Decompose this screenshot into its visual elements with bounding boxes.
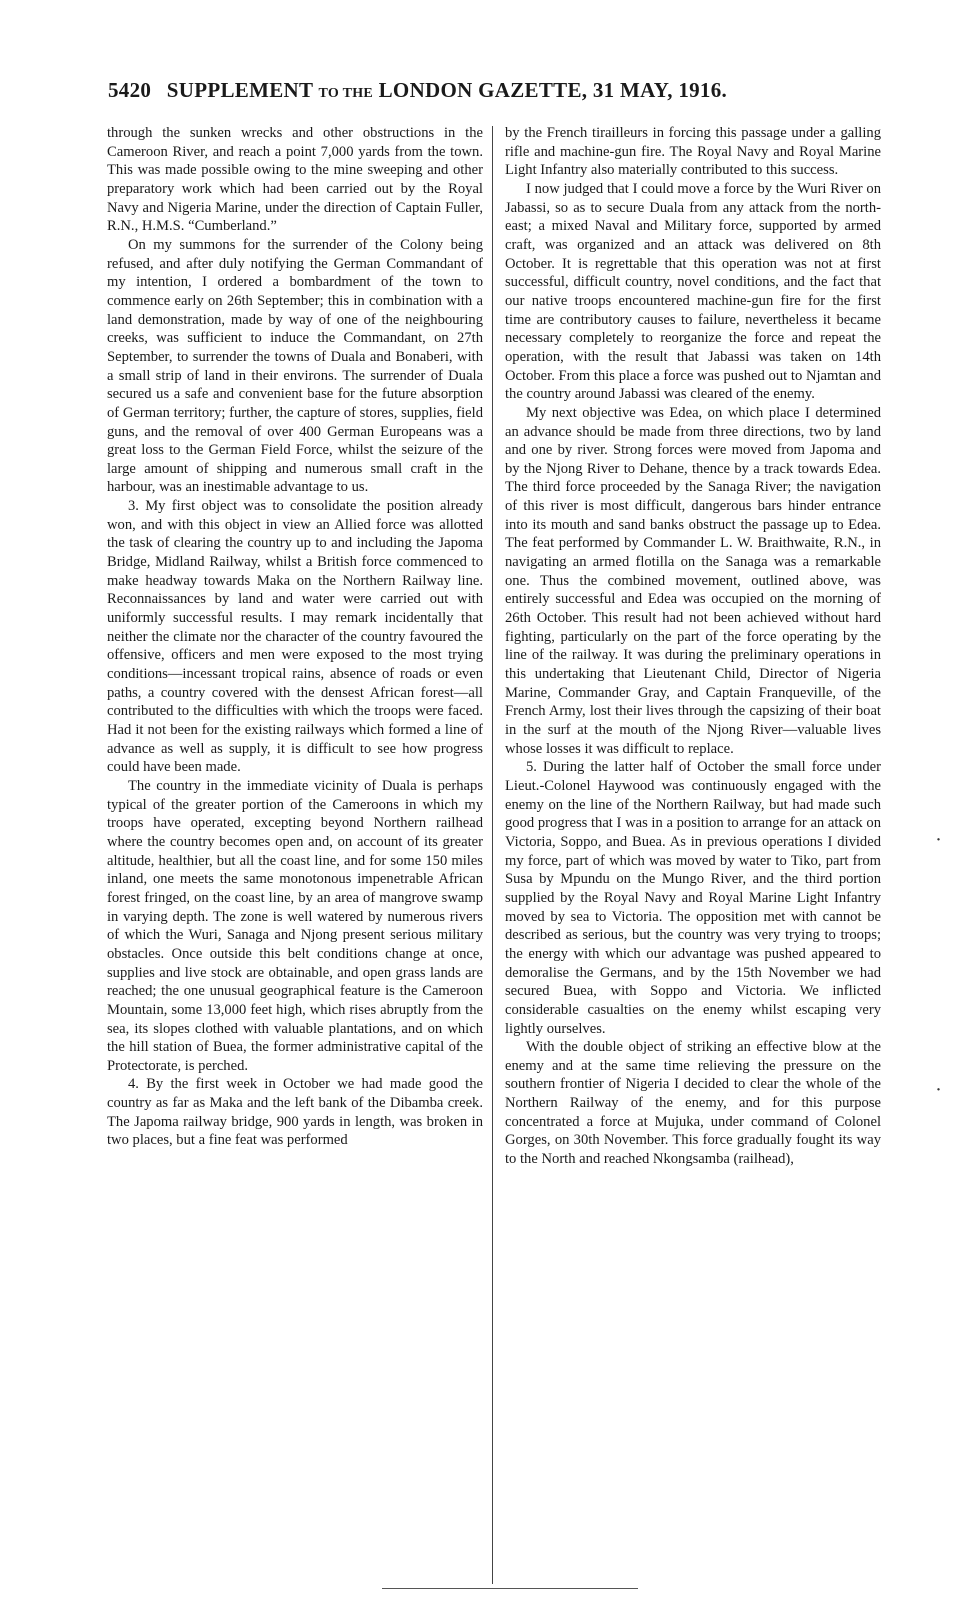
margin-mark-lower: · xyxy=(936,1082,942,1098)
right-paragraph-1: by the French tirailleurs in forcing this passage under a galling rifle and machine-gun fire. The Royal Navy and Royal Marine Light Infantry also materially contributed to this success. xyxy=(505,125,881,179)
gazette-title-part1: SUPPLEMENT xyxy=(166,78,313,102)
left-paragraph-3: 3. My first object was to consolidate the position already won, and with this object in view an Allied force was allotted the task of clearing the country up to and including the Japoma Bridge, Midland Railway, whilst a British force commenced to make headway towards Maka on the Northern Railway line. Reconnaissances by land and water were carried out with uniformly successful results. I may remark incidentally that neither the climate nor the character of the country favoured the offensive, officers and men were exposed to the most trying conditions—incessant tropical rains, absence of roads or even paths, a country covered with the densest African forest—all contributed to the difficulties with which the troops were faced. Had it not been for the existing railways which formed a line of advance as well as supply, it is difficult to see how progress could have been made. xyxy=(107,498,483,776)
footer-rule xyxy=(382,1588,638,1589)
left-column xyxy=(107,124,483,1150)
page-number: 5420 xyxy=(108,78,152,102)
gazette-title-part2: LONDON GAZETTE, 31 MAY, 1916. xyxy=(378,78,728,102)
right-column xyxy=(505,124,881,1169)
gazette-title-small: TO THE xyxy=(318,86,374,101)
right-paragraph-4: 5. During the latter half of October the small force under Lieut.-Colonel Haywood was continuously engaged with the enemy on the line of the Northern Railway, but had made such good progress that I was in a position to arrange for an attack on Victoria, Soppo, and Buea. As in previous operations I divided my force, part of which was moved by water to Tiko, part from Susa by Mpundu on the Mungo River, and the third portion supplied by the Royal Navy and Royal Marine Light Infantry moved by sea to Victoria. The opposition met with cannot be described as serious, but the country was very trying to troops; the energy with which our advantage was pushed appeared to demoralise the Germans, and by the 15th November we had secured Buea, with Soppo and Victoria. We inflicted considerable casualties on the enemy whilst escaping very lightly ourselves. xyxy=(505,759,881,1037)
right-paragraph-5: With the double object of striking an effective blow at the enemy and at the same time relieving the pressure on the southern frontier of Nigeria I decided to clear the whole of the Northern Railway of the enemy, and for this purpose concentrated a force at Mujuka, under command of Colonel Gorges, on 30th November. This force gradually fought its way to the North and reached Nkongsamba (railhead), xyxy=(505,1039,881,1168)
right-paragraph-3: My next objective was Edea, on which place I determined an advance should be made from three directions, two by land and one by river. Strong forces were moved from Japoma and by the Njong River to Dehane, thence by a track towards Edea. The third force proceeded by the Sanaga River; the navigation of this river is most difficult, dangerous bars hinder entrance into its mouth and sand banks obstruct the passage up to Edea. The feat performed by Commander L. W. Braithwaite, R.N., in navigating an armed flotilla on the Sanaga was a remarkable one. Thus the combined movement, outlined above, was entirely successful and Edea was occupied on the morning of 26th October. This result had not been achieved without hard fighting, particularly on the part of the force operating by the line of the railway. It was during the preliminary operations in this undertaking that Lieutenant Child, Director of Nigeria Marine, Commander Gray, and Captain Franqueville, of the French Army, lost their lives through the capsizing of their boat in the surf at the mouth of the Njong River—valuable lives whose losses it was difficult to replace. xyxy=(505,404,881,757)
left-paragraph-2: On my summons for the surrender of the Colony being refused, and after duly notifying the German Commandant of my intention, I ordered a bombardment of the town to commence early on 26th September; this in combination with a land demonstration, made by way of one of the neighbouring creeks, was sufficient to induce the Commandant, on 27th September, to surrender the towns of Duala and Bonaberi, with a small strip of land in their environs. The surrender of Duala secured us a safe and convenient base for the future absorption of German territory; further, the capture of stores, supplies, field guns, and the removal of over 400 German Europeans was a great loss to the German Field Force, whilst the seizure of the large amount of shipping and numerous small craft in the harbour, was an inestimable advantage to us. xyxy=(107,236,483,496)
page-header xyxy=(108,78,828,103)
left-paragraph-5: 4. By the first week in October we had made good the country as far as Maka and the left bank of the Dibamba creek. The Japoma railway bridge, 900 yards in length, was broken in two places, but a fine feat was performed xyxy=(107,1076,483,1149)
left-paragraph-1: through the sunken wrecks and other obstructions in the Cameroon River, and reach a point 7,000 yards from the town. This was made possible owing to the mine sweeping and other preparatory work which had been carried out by the Royal Navy and Nigeria Marine, under the direction of Captain Fuller, R.N., H.M.S. “Cumberland.” xyxy=(107,125,483,235)
column-divider xyxy=(492,126,493,1584)
left-paragraph-4: The country in the immediate vicinity of Duala is perhaps typical of the greater portion of the Cameroons in which my troops have operated, excepting beyond Northern railhead where the country becomes open and, on account of its greater altitude, healthier, but all the coast line, and for some 150 miles inland, one meets the same monotonous impenetrable African forest fringed, on the coast line, by an area of mangrove swamp in varying depth. The zone is well watered by numerous rivers of which the Wuri, Sanaga and Njong present serious military obstacles. Once outside this belt conditions change at once, supplies and live stock are obtainable, and open grass lands are reached; the one unusual geographical feature is the Cameroon Mountain, some 13,000 feet high, which rises abruptly from the sea, its slopes clothed with valuable plantations, and on which the hill station of Buea, the former administrative capital of the Protectorate, is perched. xyxy=(107,777,483,1074)
right-paragraph-2: I now judged that I could move a force by the Wuri River on Jabassi, so as to secure Duala from any attack from the north-east; a mixed Naval and Military force, supported by armed craft, was organized and an attack was delivered on 8th October. It is regrettable that this operation was not at first successful, difficult country, novel conditions, and the fact that our native troops encountered machine-gun fire for the first time are contributory causes to failure, nevertheless it became necessary completely to reorganize the force and repeat the operation, with the result that Jabassi was taken on 14th October. From this place a force was pushed out to Njamtan and the country around Jabassi was cleared of the enemy. xyxy=(505,180,881,403)
margin-mark-mid: · xyxy=(936,832,942,848)
